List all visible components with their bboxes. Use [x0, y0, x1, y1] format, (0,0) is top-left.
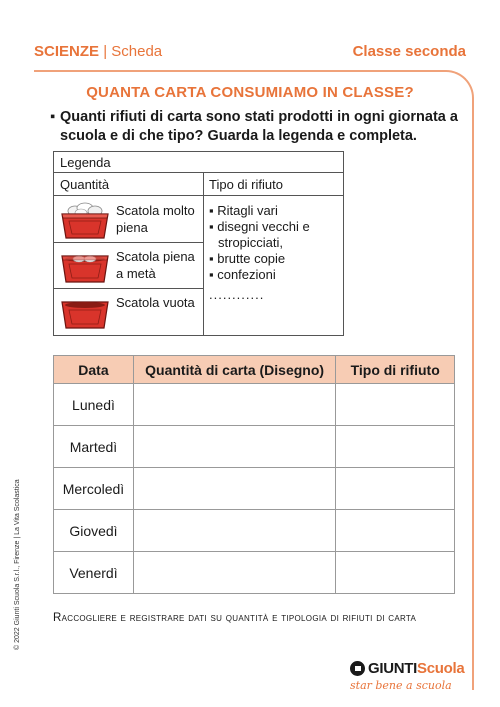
record-col-date: Data [54, 356, 134, 384]
record-quantity-cell[interactable] [133, 384, 335, 426]
logo-tagline: star bene a scuola [350, 679, 452, 692]
sheet-label: Scheda [111, 43, 163, 60]
grade-label: Classe seconda [352, 43, 466, 60]
legend-type-item: ▪ Ritagli vari [209, 203, 278, 218]
legend-quantity-label: Scatola vuota [116, 295, 195, 310]
record-day: Venerdì [54, 552, 134, 594]
giunti-g-icon [350, 661, 365, 676]
copyright-note: © 2022 Giunti Scuola S.r.l., Firenze | La Vita Scolastica [14, 479, 21, 650]
legend-type-list [204, 197, 344, 309]
legend-quantity-label: Scatola molto piena [116, 203, 195, 235]
table-row [54, 384, 455, 426]
legend-col-type: Tipo di rifiuto [209, 177, 283, 192]
logo-brand-accent: Scuola [417, 660, 465, 677]
record-quantity-cell[interactable] [133, 510, 335, 552]
record-header-row [54, 356, 455, 384]
legend-quantity-half [54, 243, 203, 289]
page-title: QUANTA CARTA CONSUMIAMO IN CLASSE? [86, 84, 414, 101]
legend-quantity-empty [54, 289, 203, 336]
legend-type-item: ▪ confezioni [209, 267, 276, 282]
learning-objective-caption: Raccogliere e registrare dati su quantità e tipologia di rifiuti di carta [53, 612, 417, 624]
record-type-cell[interactable] [336, 426, 455, 468]
box-empty-icon [60, 294, 110, 332]
table-row [54, 510, 455, 552]
record-type-cell[interactable] [336, 552, 455, 594]
record-col-type: Tipo di rifiuto [336, 356, 455, 384]
box-full-icon [60, 202, 110, 240]
record-type-cell[interactable] [336, 384, 455, 426]
legend-table [53, 151, 344, 336]
legend-quantity-full [54, 197, 203, 243]
record-day: Mercoledì [54, 468, 134, 510]
publisher-logo [350, 660, 470, 696]
table-row [54, 468, 455, 510]
table-row [54, 426, 455, 468]
record-day: Lunedì [54, 384, 134, 426]
table-row [54, 552, 455, 594]
legend-header-row [54, 173, 343, 196]
question [50, 108, 460, 146]
legend-type-item: ▪ disegni vecchi e stropicciati, [209, 219, 310, 250]
record-type-cell[interactable] [336, 468, 455, 510]
legend-type-item: ▪ brutte copie [209, 251, 286, 266]
logo-brand-main: GIUNTI [368, 660, 418, 677]
record-type-cell[interactable] [336, 510, 455, 552]
question-text: Quanti rifiuti di carta sono stati prodotti in ogni giornata a scuola e di che tipo? Guarda la legenda e completa. [60, 109, 458, 144]
legend-quantity-label: Scatola piena a metà [116, 249, 195, 281]
record-day: Giovedì [54, 510, 134, 552]
logo-brand [368, 660, 464, 677]
subject-name: SCIENZE [34, 43, 100, 60]
subject-label [34, 43, 162, 60]
bullet-icon: ▪ [50, 109, 56, 125]
legend-type-blank: ............ [209, 287, 265, 302]
legend-title: Legenda [54, 152, 343, 173]
header-separator: | [103, 43, 108, 60]
page-header [34, 43, 466, 63]
record-quantity-cell[interactable] [133, 468, 335, 510]
legend-col-quantity: Quantità [60, 177, 110, 192]
box-half-icon [60, 248, 110, 286]
record-table [53, 355, 455, 594]
record-quantity-cell[interactable] [133, 552, 335, 594]
record-day: Martedì [54, 426, 134, 468]
record-quantity-cell[interactable] [133, 426, 335, 468]
record-col-quantity: Quantità di carta (Disegno) [133, 356, 335, 384]
